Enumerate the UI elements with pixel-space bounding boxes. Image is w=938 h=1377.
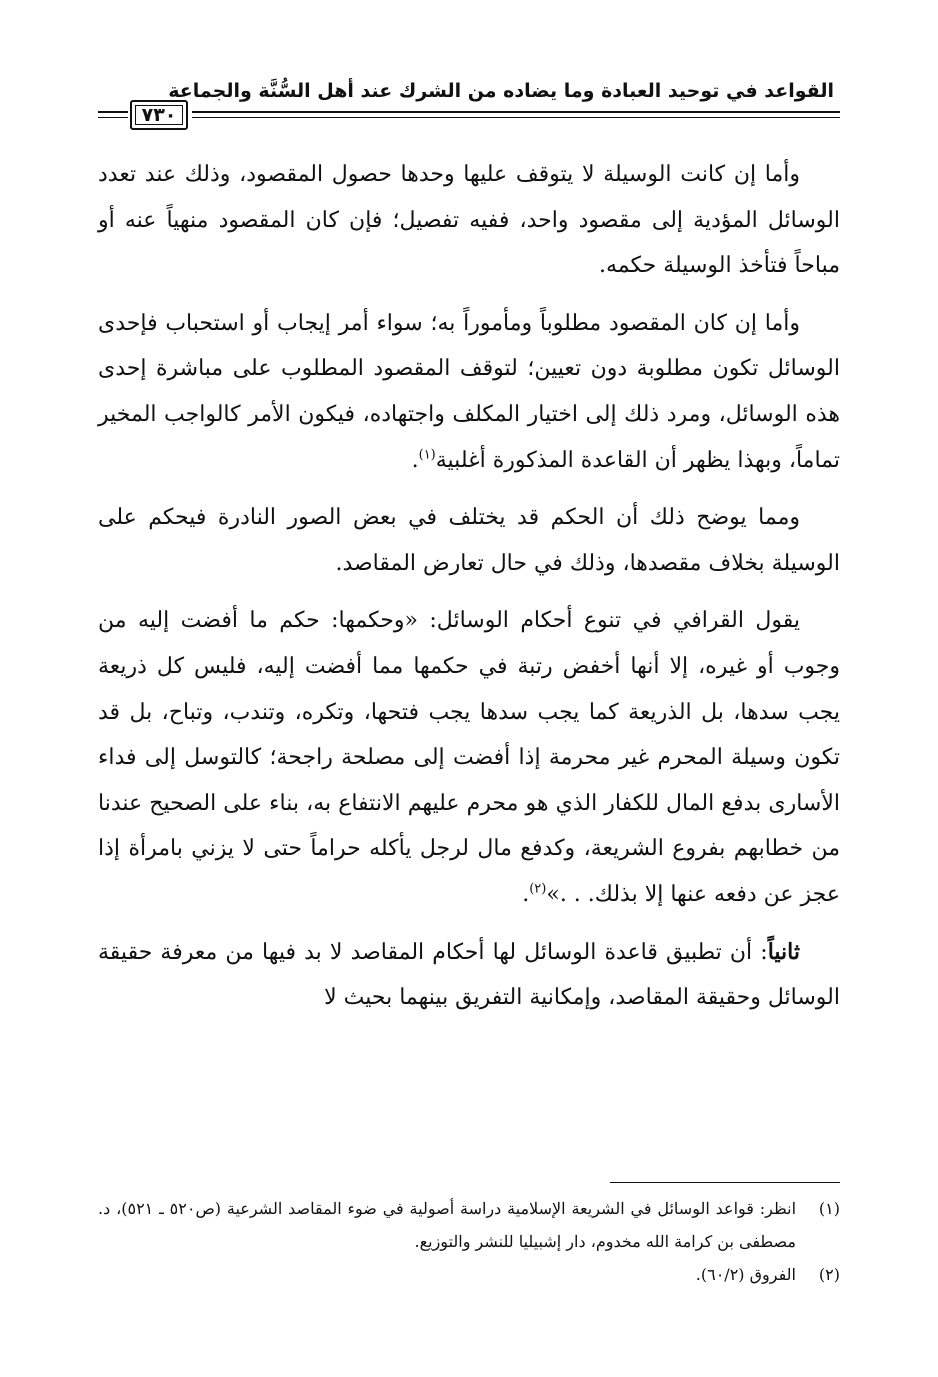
footnote-text: انظر: قواعد الوسائل في الشريعة الإسلامية دراسة أصولية في ضوء المقاصد الشرعية (ص٥٢٠ ـ ٥٢١)، د. مصطفى بن كرامة الله مخدوم، دار إشبيليا للنشر والتوزيع. (98, 1199, 797, 1251)
footnote-separator (610, 1182, 840, 1183)
page-number-frame (130, 100, 188, 130)
paragraph-text: : أن تطبيق قاعدة الوسائل لها أحكام المقاصد لا بد فيها من معرفة حقيقة الوسائل وحقيقة المقاصد، وإمكانية التفريق بينهما بحيث لا (98, 939, 840, 1011)
run-in-heading: ثانياً (767, 938, 800, 965)
header-rule-end (98, 111, 128, 118)
paragraph (98, 495, 840, 586)
footnote-text: الفروق (٦٠/٢). (695, 1265, 796, 1284)
paragraph-end: . (522, 881, 530, 907)
paragraph (98, 930, 840, 1021)
footnote-number: (٢) (818, 1265, 840, 1284)
paragraph-text: وأما إن كانت الوسيلة لا يتوقف عليها وحدها حصول المقصود، وذلك عند تعدد الوسائل المؤدية إلى مقصود واحد، ففيه تفصيل؛ فإن كان المقصود منهياً عنه أو مباحاً فتأخذ الوسيلة حكمه. (98, 162, 840, 279)
footnote (98, 1192, 840, 1258)
footnote-number: (١) (818, 1199, 840, 1218)
paragraph-text: ومما يوضح ذلك أن الحكم قد يختلف في بعض الصور النادرة فيحكم على الوسيلة بخلاف مقصدها، وذلك في حال تعارض المقاصد. (98, 505, 840, 576)
footnote-ref: (١) (418, 447, 436, 463)
paragraph (98, 301, 840, 483)
page-number: ٧٣٠ (141, 104, 177, 126)
paragraph (98, 152, 840, 289)
running-header-title: القواعد في توحيد العبادة وما يضاده من الشرك عند أهل السُّنَّة والجماعة (168, 80, 834, 102)
paragraph-text: وأما إن كان المقصود مطلوباً ومأموراً به؛ سواء أمر إيجاب أو استحباب فإحدى الوسائل تكون مطلوبة دون تعيين؛ لتوقف المقصود المطلوب على مباشرة إحدى هذه الوسائل، ومرد ذلك إلى اختيار المكلف واجتهاده، فيكون الأمر كالواجب المخير تماماً، وبهذا يظهر أن القاعدة المذكورة أغلبية (98, 310, 840, 473)
paragraph-end: . (411, 447, 419, 473)
footnote (98, 1258, 840, 1291)
footnote-ref: (٢) (529, 881, 547, 897)
running-header (98, 76, 840, 138)
footnotes (98, 1192, 840, 1291)
header-rule (192, 111, 840, 118)
paragraph (98, 598, 840, 917)
paragraph-text: يقول القرافي في تنوع أحكام الوسائل: «وحكمها: حكم ما أفضت إليه من وجوب أو غيره، إلا أنها أخفض رتبة في حكمها مما أفضت إليه، فليس كل ذريعة يجب سدها، بل الذريعة كما يجب سدها يجب فتحها، وتكره، وتندب، وتباح، بل قد تكون وسيلة المحرم غير محرمة إذا أفضت إلى مصلحة راجحة؛ كالتوسل إلى فداء الأسارى بدفع المال للكفار الذي هو محرم عليهم الانتفاع به، بناء على الصحيح عندنا من خطابهم بفروع الشريعة، وكدفع مال لرجل يأكله حراماً حتى لا يزني بامرأة إذا عجز عن دفعه عنها إلا بذلك. . .» (98, 608, 840, 907)
main-text (98, 152, 840, 1033)
